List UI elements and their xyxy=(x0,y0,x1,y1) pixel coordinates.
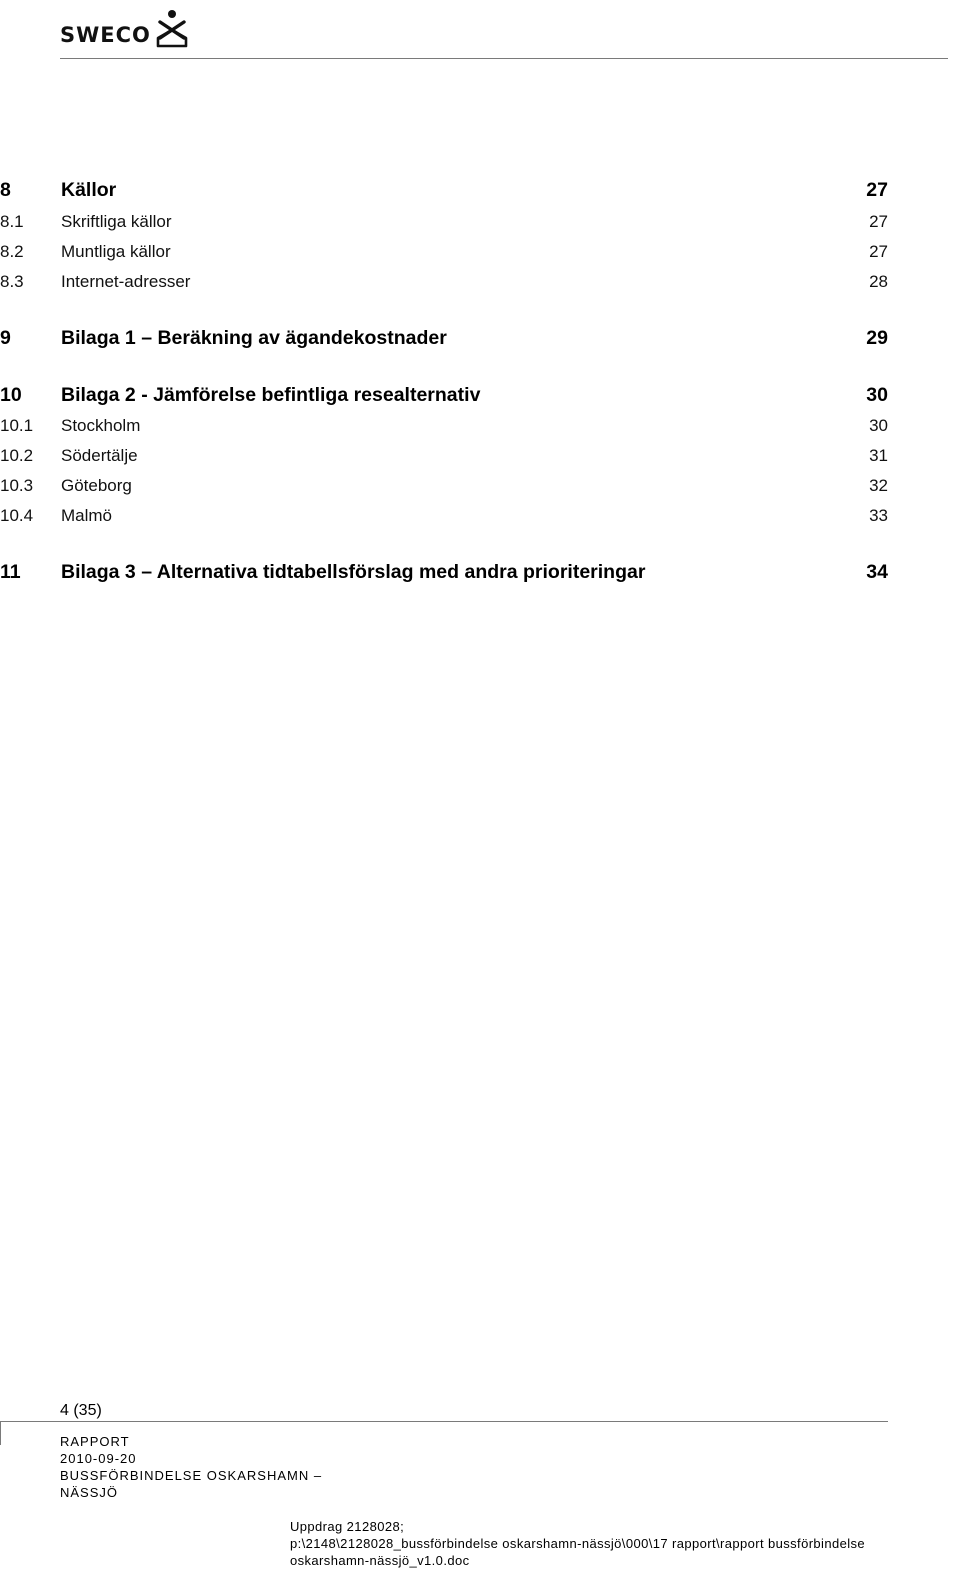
toc-entry-number: 10 xyxy=(0,384,22,406)
toc-entry-page: 29 xyxy=(866,327,888,349)
toc-entry[interactable] xyxy=(0,476,888,500)
toc-entry[interactable] xyxy=(0,179,888,203)
toc-entry-number: 10.4 xyxy=(0,506,34,525)
toc-entry[interactable] xyxy=(0,446,888,470)
toc-entry-title: Göteborg xyxy=(61,476,132,495)
footer-file-path: p:\2148\2128028_bussförbindelse oskarshamn-nässjö\000\17 rapport\rapport bussförbindelse xyxy=(290,1536,866,1551)
footer-doc-type: RAPPORT xyxy=(60,1434,130,1449)
toc-entry-number: 10.3 xyxy=(0,476,34,495)
footer-file-info xyxy=(290,1518,890,1569)
toc-entry-page: 27 xyxy=(869,212,888,231)
toc-entry-title: Bilaga 2 - Jämförelse befintliga resealternativ xyxy=(61,384,481,406)
footer-assignment: Uppdrag 2128028; xyxy=(290,1519,405,1534)
footer-divider xyxy=(0,1421,888,1422)
toc-entry-page: 28 xyxy=(869,272,888,291)
footer-project-title: BUSSFÖRBINDELSE OSKARSHAMN – xyxy=(60,1468,323,1483)
toc-entry[interactable] xyxy=(0,212,888,236)
toc-entry-page: 27 xyxy=(866,179,888,201)
toc-entry[interactable] xyxy=(0,272,888,296)
toc-entry[interactable] xyxy=(0,242,888,266)
toc-entry[interactable] xyxy=(0,384,888,408)
toc-entry[interactable] xyxy=(0,506,888,530)
footer-divider-tick xyxy=(0,1421,1,1445)
toc-entry-number: 10.1 xyxy=(0,416,34,435)
toc-entry-title: Muntliga källor xyxy=(61,242,171,261)
page-number: 4 (35) xyxy=(60,1402,102,1419)
toc-entry-title: Internet-adresser xyxy=(61,272,191,291)
header-divider xyxy=(60,58,948,59)
toc-entry-number: 10.2 xyxy=(0,446,34,465)
toc-entry[interactable] xyxy=(0,327,888,351)
toc-entry-page: 30 xyxy=(866,384,888,406)
sweco-logo-icon xyxy=(155,8,189,48)
footer-file-path-cont: oskarshamn-nässjö_v1.0.doc xyxy=(290,1553,470,1568)
toc-entry-page: 27 xyxy=(869,242,888,261)
toc-entry-title: Stockholm xyxy=(61,416,141,435)
logo-text: SWECO xyxy=(60,23,151,47)
toc-entry-number: 8.2 xyxy=(0,242,24,261)
toc-entry-page: 31 xyxy=(869,446,888,465)
sweco-logo xyxy=(60,4,189,48)
toc-entry-number: 11 xyxy=(0,561,21,583)
toc-entry-number: 9 xyxy=(0,327,11,349)
toc-entry[interactable] xyxy=(0,561,888,585)
footer-date: 2010-09-20 xyxy=(60,1451,137,1466)
toc-entry-title: Bilaga 1 – Beräkning av ägandekostnader xyxy=(61,327,447,349)
toc-entry-number: 8 xyxy=(0,179,11,201)
toc-entry-number: 8.3 xyxy=(0,272,24,291)
footer-report-info xyxy=(60,1433,322,1501)
footer-project-title-cont: NÄSSJÖ xyxy=(60,1485,119,1500)
toc-entry-page: 30 xyxy=(869,416,888,435)
toc-entry-title: Källor xyxy=(61,179,117,201)
toc-entry-page: 32 xyxy=(869,476,888,495)
toc-entry-page: 34 xyxy=(866,561,888,583)
toc-entry-page: 33 xyxy=(869,506,888,525)
toc-entry-title: Skriftliga källor xyxy=(61,212,172,231)
toc-entry-number: 8.1 xyxy=(0,212,24,231)
toc-entry-title: Bilaga 3 – Alternativa tidtabellsförslag med andra prioriteringar xyxy=(61,561,646,583)
toc-entry-title: Södertälje xyxy=(61,446,138,465)
toc-entry-title: Malmö xyxy=(61,506,113,525)
toc-entry[interactable] xyxy=(0,416,888,440)
